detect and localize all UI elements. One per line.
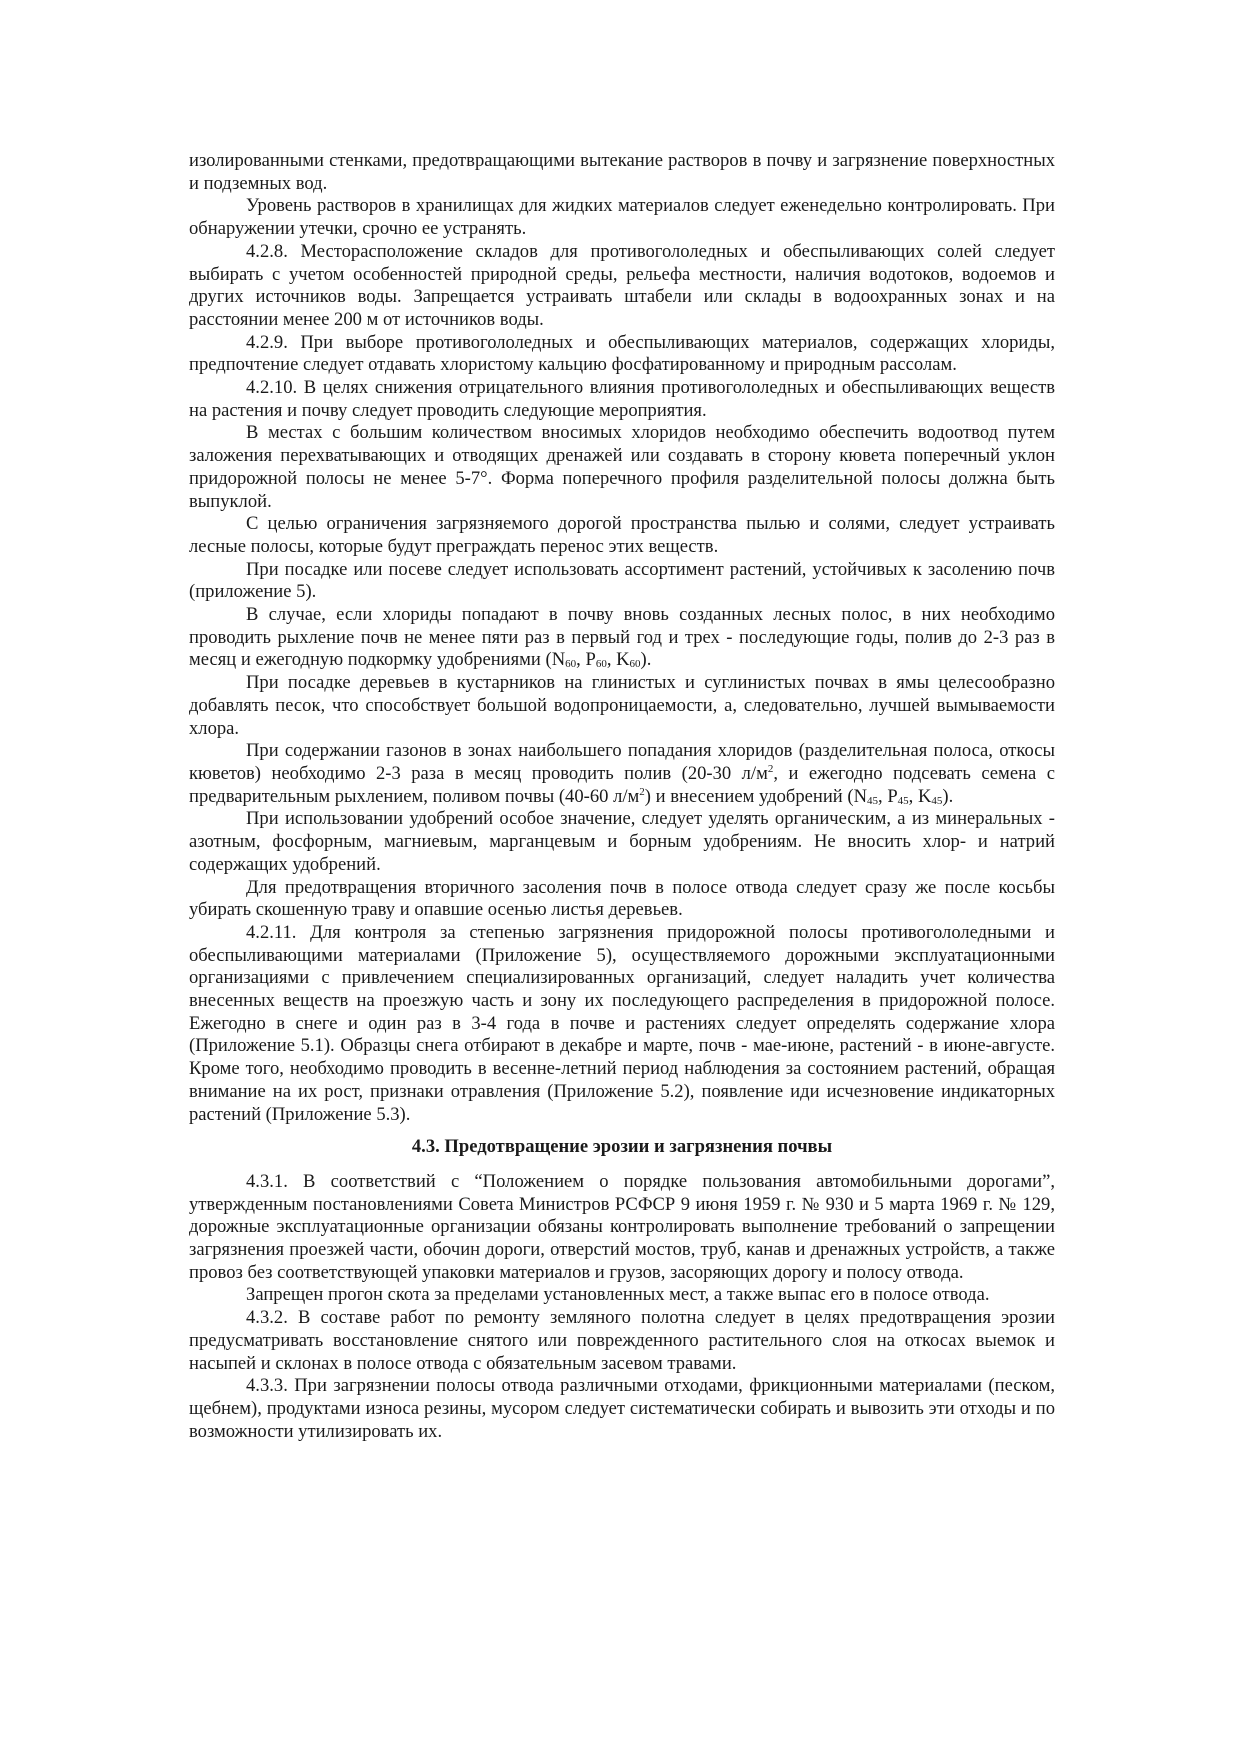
lawn-end: ). [942, 785, 954, 807]
fert1-k-sub: 60 [629, 658, 641, 671]
paragraph-plant-assortment: При посадке или посеве следует использовать ассортимент растений, устойчивых к засолению почв (приложение 5). [189, 558, 1055, 603]
paragraph-secondary-salinization: Для предотвращения вторичного засоления почв в полосе отвода следует сразу же после косьбы убирать скошенную траву и опавшие осенью листья деревьев. [189, 876, 1055, 921]
paragraph-forest-strips: С целью ограничения загрязняемого дорогой пространства пылью и солями, следует устраивать лесные полосы, которые будут преграждать перенос этих веществ. [189, 513, 1055, 557]
paragraph-4-3-1: 4.3.1. В соответствий с “Положением о порядке пользования автомобильными дорогами”, утвержденным постановлениями Совета Министров РСФСР 9 июня 1959 г. № 930 и 5 марта 1969 г. № 129, дорожные эксплуатационные организации обязаны контролировать выполнение требований о запрещении загрязнения проезжей части, обочин дороги, отверстий мостов, труб, канав и дренажных устройств, а также провоз без соответствующей упаковки материалов и грузов, засоряющих дорогу и полосу отвода. [189, 1170, 1055, 1283]
paragraph-fertilizer-use: При использовании удобрений особое значение, следует уделять органическим, а из минеральных - азотным, фосфорным, магниевым, марганцевым и борным удобрениям. Не вносить хлор- и натрий содержащих удобрений. [189, 808, 1055, 875]
fert1-end: ). [640, 649, 652, 671]
fert1-sep1: , [576, 649, 586, 671]
paragraph-4-3-2: 4.3.2. В составе работ по ремонту земляного полотна следует в целях предотвращения эрозии предусматривать восстановление снятого или поврежденного растительного слоя на откосах выемок и насыпей и склонах в полосе отвода с обязательным засевом травами. [189, 1307, 1055, 1374]
lawn-n: N [853, 785, 868, 807]
fert1-sep2: , [606, 649, 617, 671]
paragraph-4-2-11: 4.2.11. Для контроля за степенью загрязнения придорожной полосы противогололедными и обеспыливающими материалами (Приложение 5), осуществляемого дорожными эксплуатационными организациями с привлечением специализированных организаций, следует наладить учет количества внесенных веществ на проезжую часть и зону их последующего распределения в придорожной полосе. Ежегодно в снеге и один раз в 3-4 года в почве и растениях следует определять содержание хлора (Приложение 5.1). Образцы снега отбирают в декабре и марте, почв - мае-июне, растений - в июне-августе. Кроме того, необходимо проводить в весенне-летний период наблюдения за состоянием растений, обращая внимание на их рост, признаки отравления (Приложение 5.2), появление иди исчезновение индикаторных растений (Приложение 5.3). [189, 921, 1055, 1125]
paragraph-fertilization-forest [189, 604, 1055, 672]
lawn-sup2: 2 [639, 785, 645, 798]
paragraph-solution-level: Уровень растворов в хранилищах для жидких материалов следует еженедельно контролировать. При обнаружении утечки, срочно ее устранять. [189, 195, 1055, 240]
lawn-p-sub: 45 [897, 794, 909, 807]
paragraph-lawns [189, 740, 1055, 808]
fert1-p: P [585, 649, 596, 671]
lawn-n-sub: 45 [867, 794, 879, 807]
paragraph-livestock: Запрещен прогон скота за пределами установленных мест, а также выпас его в полосе отвода. [246, 1284, 990, 1306]
paragraph-drainage: В местах с большим количеством вносимых хлоридов необходимо обеспечить водоотвод путем заложения перехватывающих и отводящих дренажей или создавать в сторону кювета поперечный уклон придорожной полосы не менее 5-7°. Форма поперечного профиля разделительной полосы должна быть выпуклой. [189, 422, 1055, 512]
lawn-p: P [887, 785, 898, 807]
lawn-sep1: , [878, 785, 888, 807]
paragraph-sand: При посадке деревьев в кустарников на глинистых и суглинистых почвах в ямы целесообразно добавлять песок, что способствует большой водопроницаемости, а, следовательно, лучшей вымываемости хлора. [189, 672, 1055, 739]
lawn-part3: ) и внесением удобрений ( [644, 785, 854, 807]
paragraph-4-2-8: 4.2.8. Месторасположение складов для противогололедных и обеспыливающих солей следует выбирать с учетом особенностей природной среды, рельефа местности, наличия водотоков, водоемов и других источников воды. Запрещается устраивать штабели или склады в водоохранных зонах и на расстоянии менее 200 м от источников воды. [189, 240, 1055, 330]
section-heading-4-3: 4.3. Предотвращение эрозии и загрязнения почвы [411, 1136, 833, 1158]
lawn-sep2: , [908, 785, 918, 807]
paragraph-4-2-9: 4.2.9. При выборе противогололедных и обеспыливающих материалов, содержащих хлориды, предпочтение следует отдавать хлористому кальцию фосфатированному и природным рассолам. [189, 331, 1055, 376]
fert1-k: K [616, 649, 630, 671]
lawn-k-sub: 45 [931, 794, 943, 807]
fert1-p-sub: 60 [595, 658, 607, 671]
paragraph-continuation: изолированными стенками, предотвращающими вытекание растворов в почву и загрязнение поверхностных и подземных вод. [189, 150, 1055, 194]
lawn-sup1: 2 [767, 762, 774, 775]
fert1-n: N [551, 649, 566, 671]
fert1-text: В случае, если хлориды попадают в почву вновь созданных лесных полос, в них необходимо проводить рыхление почв не менее пяти раз в первый год и трех - последующие годы, полив до 2-3 раз в месяц и ежегодную подкормку удобрениями ( [189, 604, 1055, 671]
lawn-part2: , и ежегодно подсевать семена с предварительным рыхлением, поливом почвы (40-60 л/м [189, 762, 1055, 807]
lawn-k: K [917, 785, 932, 807]
fert1-n-sub: 60 [565, 658, 577, 671]
paragraph-4-3-3: 4.3.3. При загрязнении полосы отвода различными отходами, фрикционными материалами (песком, щебнем), продуктами износа резины, мусором следует систематически собирать и вывозить эти отходы и по возможности утилизировать их. [189, 1375, 1055, 1442]
lawn-part1: При содержании газонов в зонах наибольшего попадания хлоридов (разделительная полоса, откосы кюветов) необходимо 2-3 раза в месяц проводить полив (20-30 л/м [189, 740, 1055, 784]
paragraph-4-2-10: 4.2.10. В целях снижения отрицательного влияния противогололедных и обеспыливающих веществ на растения и почву следует проводить следующие мероприятия. [189, 377, 1055, 421]
document-page [189, 150, 1055, 1443]
